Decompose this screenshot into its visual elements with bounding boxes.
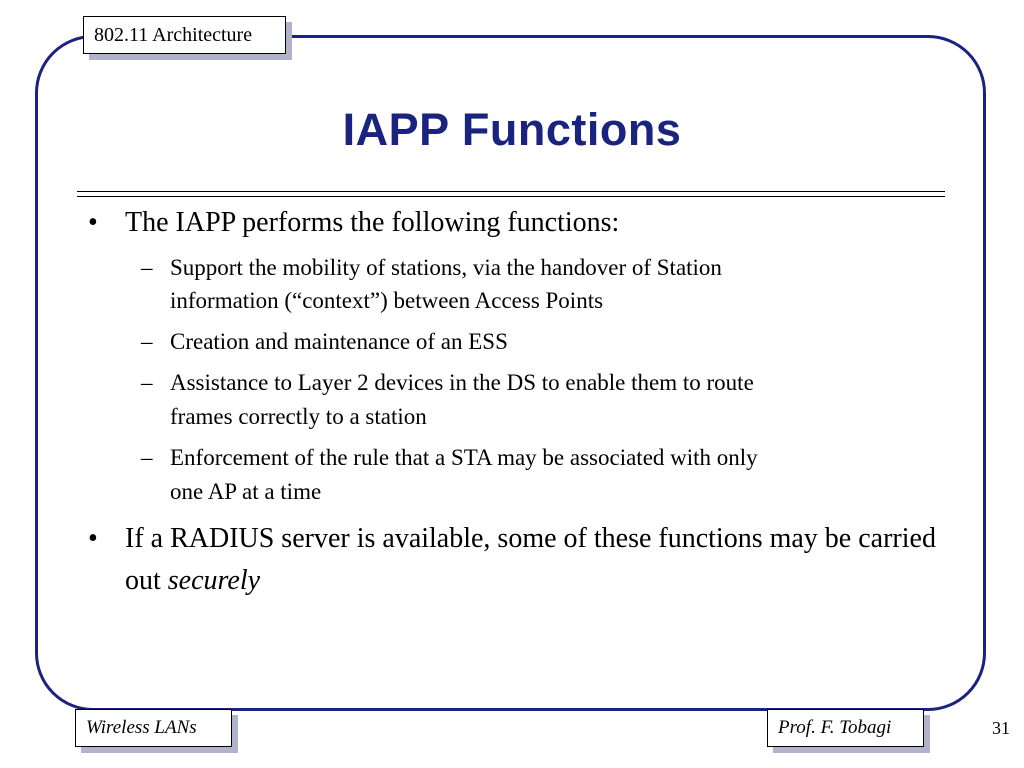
bullet-emphasis: securely [167, 565, 261, 596]
sub-bullet-line: Enforcement of the rule that a STA may be associated with only [170, 445, 758, 470]
sub-bullet-line: information (“context”) between Access Points [170, 288, 604, 313]
sub-bullet-line: Assistance to Layer 2 devices in the DS to enable them to route [170, 370, 754, 395]
dash-mark: – [141, 370, 153, 395]
sub-bullet-line: frames correctly to a station [170, 404, 427, 429]
footer-author-tag: Prof. F. Tobagi [767, 709, 924, 747]
header-tag: 802.11 Architecture [83, 16, 286, 54]
sub-bullet-line: Support the mobility of stations, via the handover of Station [170, 255, 722, 280]
sub-bullet-line: one AP at a time [170, 479, 322, 504]
bullet-text [125, 518, 945, 602]
dash-mark: – [141, 255, 153, 280]
slide-title: IAPP Functions [342, 104, 682, 155]
bullet-mark: • [88, 207, 98, 238]
bullet-text-plain: If a RADIUS server is available, some of these functions may be carried out [125, 523, 936, 596]
bullet-text: The IAPP performs the following functions: [125, 207, 620, 238]
dash-mark: – [141, 445, 153, 470]
footer-course-tag: Wireless LANs [75, 709, 232, 747]
page-number: 31 [992, 718, 1010, 738]
bullet-mark: • [88, 523, 98, 554]
dash-mark: – [141, 329, 153, 354]
sub-bullet-line: Creation and maintenance of an ESS [170, 329, 508, 354]
